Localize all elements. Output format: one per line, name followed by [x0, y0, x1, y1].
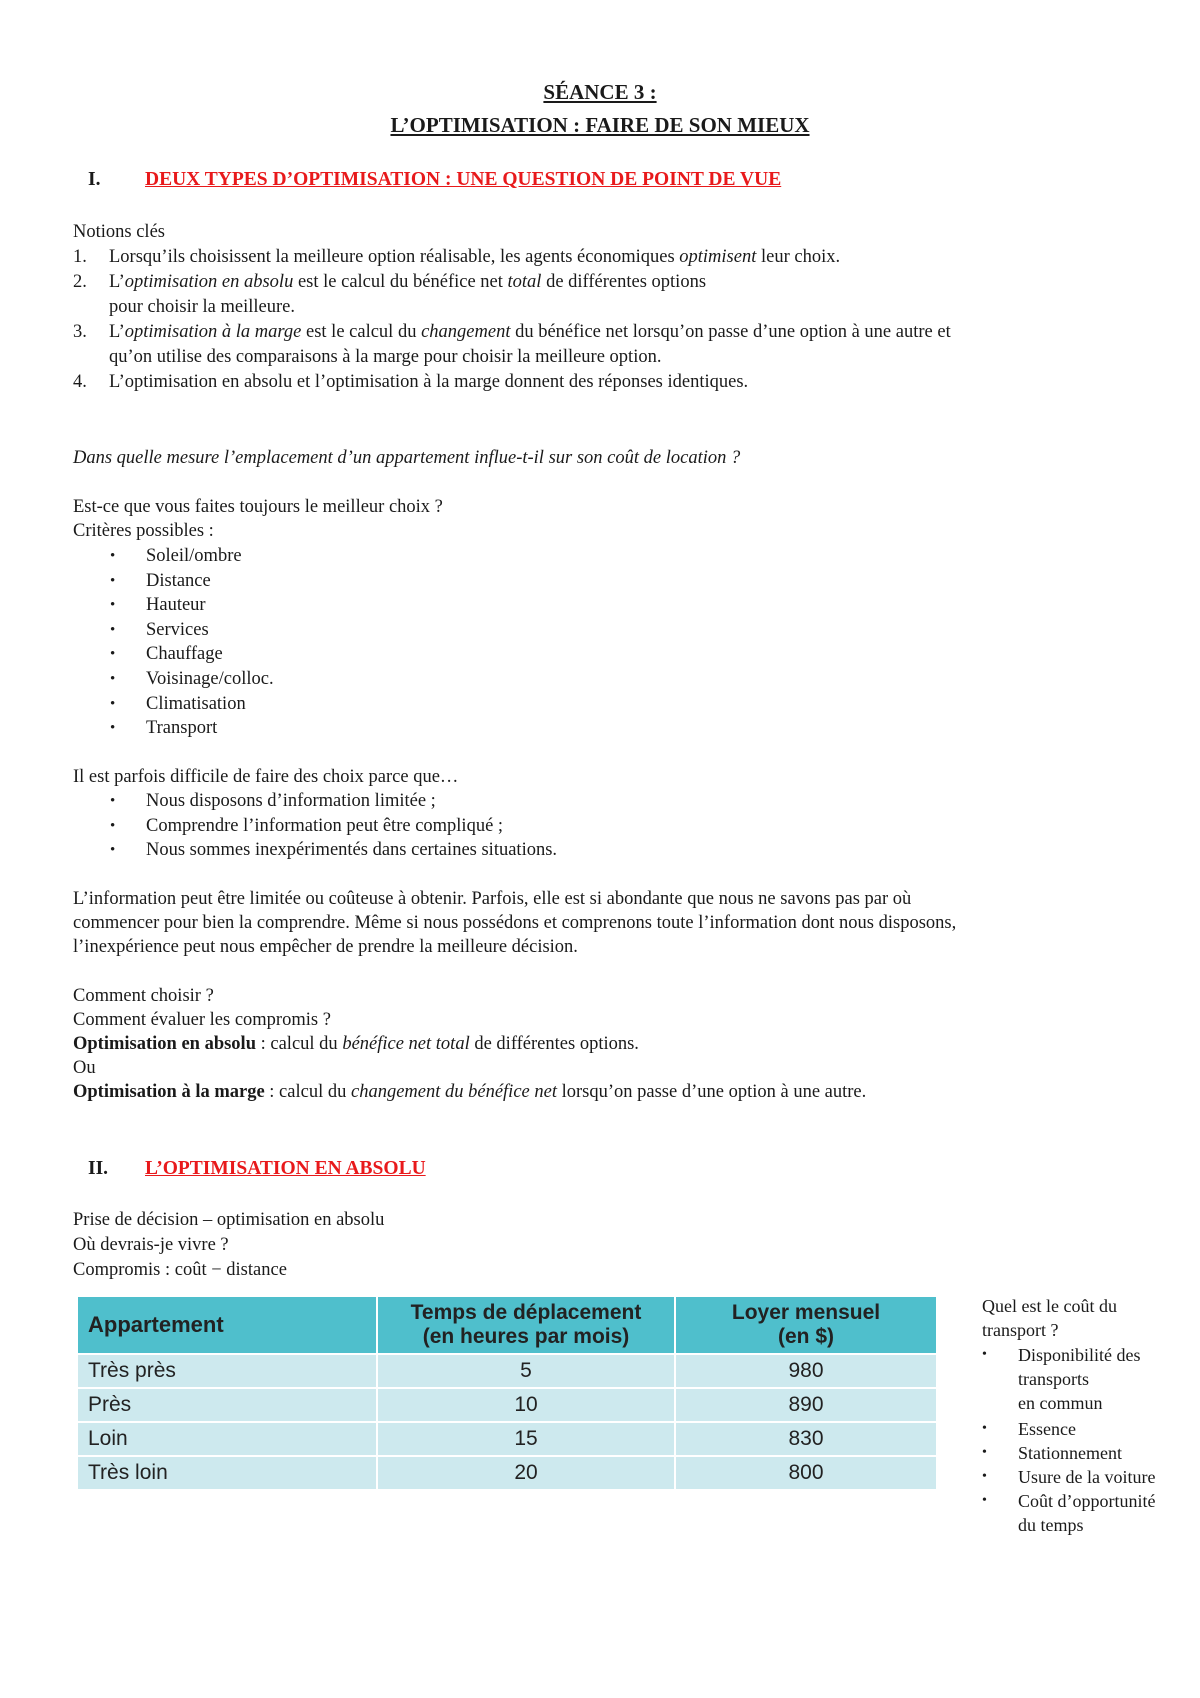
cell-travel-time: 15 [378, 1423, 674, 1455]
bullet-icon: • [110, 842, 116, 858]
bullet-icon: • [110, 817, 116, 834]
notions-label: Notions clés [73, 222, 165, 242]
cell-apartment: Loin [78, 1423, 376, 1455]
tradeoff-line: Compromis : coût − distance [73, 1260, 287, 1280]
cell-apartment: Très près [78, 1355, 376, 1387]
bullet-icon: • [110, 671, 116, 687]
bullet-icon: • [110, 597, 116, 614]
cell-travel-time: 10 [378, 1389, 674, 1421]
section-2-title: L’OPTIMISATION EN ABSOLU [145, 1158, 426, 1179]
best-choice-question: Est-ce que vous faites toujours le meilleur choix ? [73, 497, 443, 517]
bullet-icon: • [110, 548, 116, 564]
table-header-row [78, 1297, 936, 1353]
decision-line: Prise de décision – optimisation en absolu [73, 1210, 385, 1230]
bullet-icon: • [982, 1469, 987, 1484]
info-paragraph-line-2: commencer pour bien la comprendre. Même si nous possédons et comprenons toute l’information dont nous disposons, [73, 913, 957, 933]
col-header-monthly-rent: Loyer mensuel (en $) [676, 1297, 936, 1353]
bullet-icon: • [110, 695, 116, 712]
cell-rent: 800 [676, 1457, 936, 1489]
bullet-icon: • [110, 646, 116, 663]
table-row [78, 1457, 936, 1489]
page-subtitle: L’OPTIMISATION : FAIRE DE SON MIEUX [390, 113, 810, 137]
location-question: Dans quelle mesure l’emplacement d’un appartement influe-t-il sur son coût de location ? [73, 448, 741, 468]
info-paragraph-line-3: l’inexpérience peut nous empêcher de prendre la meilleure décision. [73, 937, 578, 957]
info-paragraph-line-1: L’information peut être limitée ou coûteuse à obtenir. Parfois, elle est si abondante que nous ne savons pas par où [73, 889, 912, 909]
cell-apartment: Près [78, 1389, 376, 1421]
table-row [78, 1355, 936, 1387]
page-title: SÉANCE 3 : [543, 80, 657, 104]
cell-rent: 980 [676, 1355, 936, 1387]
criteria-label: Critères possibles : [73, 521, 214, 541]
cell-travel-time: 20 [378, 1457, 674, 1489]
how-evaluate: Comment évaluer les compromis ? [73, 1010, 331, 1030]
section-1-title: DEUX TYPES D’OPTIMISATION : UNE QUESTION DE POINT DE VUE [145, 169, 782, 190]
bullet-icon: • [982, 1421, 987, 1436]
bullet-icon: • [110, 572, 116, 589]
definition-absolute: Optimisation en absolu : calcul du bénéfice net total de différentes options. [73, 1034, 639, 1054]
bullet-icon: • [982, 1347, 987, 1362]
rent-table [76, 1295, 938, 1491]
how-choose: Comment choisir ? [73, 986, 214, 1006]
section-1-number: I. [88, 169, 101, 190]
col-header-travel-time: Temps de déplacement (en heures par mois) [378, 1297, 674, 1353]
definition-margin: Optimisation à la marge : calcul du changement du bénéfice net lorsqu’on passe d’une option à une autre. [73, 1082, 867, 1102]
cell-rent: 830 [676, 1423, 936, 1455]
section-2-number: II. [88, 1158, 109, 1179]
section-1-heading [88, 168, 1088, 194]
difficulty-intro: Il est parfois difficile de faire des choix parce que… [73, 767, 459, 787]
bullet-icon: • [110, 793, 116, 809]
or-word: Ou [73, 1058, 96, 1078]
bullet-icon: • [110, 621, 116, 638]
transport-cost-question: Quel est le coût du transport ? [982, 1296, 1117, 1340]
table-row [78, 1423, 936, 1455]
cell-travel-time: 5 [378, 1355, 674, 1387]
cell-apartment: Très loin [78, 1457, 376, 1489]
col-header-apartment: Appartement [78, 1297, 376, 1353]
cell-rent: 890 [676, 1389, 936, 1421]
bullet-icon: • [982, 1445, 987, 1460]
bullet-icon: • [110, 720, 116, 737]
where-live-question: Où devrais-je vivre ? [73, 1235, 229, 1255]
table-row [78, 1389, 936, 1421]
section-2-heading [88, 1157, 688, 1183]
bullet-icon: • [982, 1493, 987, 1508]
